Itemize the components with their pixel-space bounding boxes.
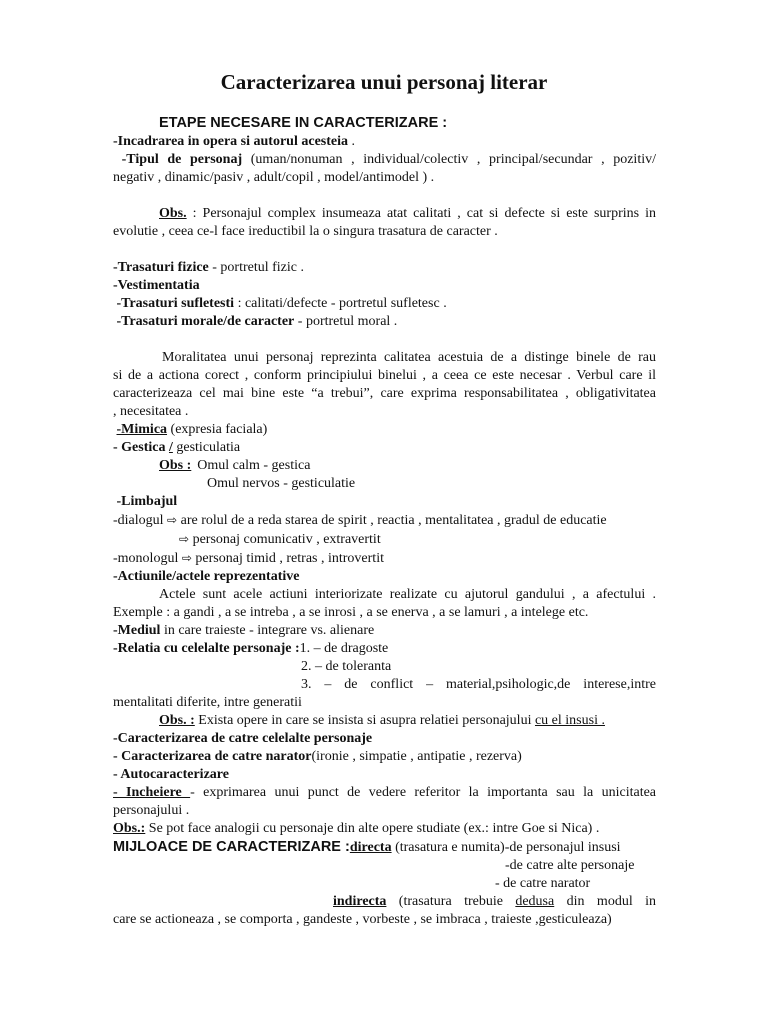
- line-autocaracterizare: - Autocaracterizare: [113, 767, 229, 782]
- line-incheiere-1: - Incheiere - exprimarea unui punct de vedere referitor la importanta sau la unicitatea: [113, 785, 657, 800]
- line-trasaturi-fizice: -Trasaturi fizice - portretul fizic .: [113, 260, 305, 275]
- line-trasaturi-morale: -Trasaturi morale/de caracter - portretul moral .: [116, 314, 398, 329]
- relatia-item-2: 2. – de toleranta: [301, 659, 392, 674]
- line-mimica: -Mimica (expresia faciala): [116, 422, 268, 437]
- arrow-right-icon: ⇨: [181, 551, 192, 565]
- actiunile-line-2: Exemple : a gandi , a se intreba , a se inrosi , a se enerva , a se lamuri , a intelege etc.: [113, 605, 589, 620]
- line-caracterizare-alte: -Caracterizarea de catre celelalte personaje: [113, 731, 373, 746]
- line-trasaturi-sufletesti: -Trasaturi sufletesti : calitati/defecte - portretul sufletesc .: [116, 296, 447, 311]
- line-actiunile: -Actiunile/actele reprezentative: [113, 569, 300, 584]
- arrow-right-icon: ⇨: [167, 513, 178, 527]
- actiunile-line-1: Actele sunt acele actiuni interiorizate realizate cu ajutorul gandului , a afectului .: [159, 587, 656, 602]
- line-dialogul-2: ⇨ personaj comunicativ , extravertit: [179, 532, 381, 547]
- line-incadrarea: -Incadrarea in opera si autorul acesteia .: [113, 134, 355, 149]
- line-vestimentatia: -Vestimentatia: [113, 278, 200, 293]
- line-tipul-1: -Tipul de personaj (uman/nonuman , individual/colectiv , principal/secundar , pozitiv/: [121, 152, 656, 167]
- obs-1-line-2: evolutie , ceea ce-l face ireductibil la o singura trasatura de caracter .: [113, 224, 498, 239]
- section-heading-etape: ETAPE NECESARE IN CARACTERIZARE :: [159, 115, 448, 131]
- obs-2-line-1: Obs : Omul calm - gestica: [159, 458, 311, 473]
- arrow-right-icon: ⇨: [179, 532, 190, 546]
- obs-1-line-1: Obs. : Personajul complex insumeaza atat calitati , cat si defecte si este surprins in: [159, 206, 656, 221]
- directa-line-2: -de catre alte personaje: [505, 858, 635, 873]
- line-tipul-2: negativ , dinamic/pasiv , adult/copil , model/antimodel ) .: [113, 170, 435, 185]
- directa-line-3: - de catre narator: [495, 876, 591, 891]
- moralitate-line-1: Moralitatea unui personaj reprezinta calitatea acestuia de a distinge binele de rau: [162, 350, 656, 365]
- line-mediul: -Mediul in care traieste - integrare vs. alienare: [113, 623, 375, 638]
- line-indirecta: indirecta (trasatura trebuie dedusa din modul in: [333, 894, 656, 909]
- obs-2-line-2: Omul nervos - gesticulatie: [207, 476, 356, 491]
- line-indirecta-2: care se actioneaza , se comporta , gandeste , vorbeste , se imbraca , traieste ,gesticuleaza): [113, 912, 612, 927]
- line-obs-4: Obs.: Se pot face analogii cu personaje din alte opere studiate (ex.: intre Goe si Nica) .: [113, 821, 600, 836]
- line-monologul: -monologul ⇨ personaj timid , retras , introvertit: [113, 551, 384, 566]
- obs-3-line: Obs. : Exista opere in care se insista si asupra relatiei personajului cu el insusi .: [159, 713, 605, 728]
- document-title: Caracterizarea unui personaj literar: [220, 70, 548, 94]
- line-caracterizare-narator: - Caracterizarea de catre narator(ironie , simpatie , antipatie , rezerva): [113, 749, 522, 764]
- line-relatia: -Relatia cu celelalte personaje :1. – de dragoste: [113, 641, 389, 656]
- line-gestica: - Gestica / gesticulatia: [113, 440, 241, 455]
- line-mijloace: MIJLOACE DE CARACTERIZARE :directa (trasatura e numita)-de personajul insusi: [113, 839, 621, 855]
- moralitate-line-3: caracterizeaza cel mai bine este “a trebui”, care exprima responsabilitatea , obligativitatea: [113, 386, 656, 401]
- document-body: [113, 114, 656, 929]
- line-limbajul: -Limbajul: [116, 494, 178, 509]
- moralitate-line-4: , necesitatea .: [113, 404, 189, 419]
- moralitate-line-2: si de a actiona corect , conform principiului binelui , a ceea ce este necesar . Verbul care il: [113, 368, 656, 383]
- relatia-item-3-cont: mentalitati diferite, intre generatii: [113, 695, 302, 710]
- line-dialogul: -dialogul ⇨ are rolul de a reda starea de spirit , reactia , mentalitatea , gradul de educatie: [113, 513, 607, 528]
- relatia-item-3: 3. – de conflict – material,psihologic,de interese,intre: [301, 677, 656, 692]
- line-incheiere-2: personajului .: [113, 803, 190, 818]
